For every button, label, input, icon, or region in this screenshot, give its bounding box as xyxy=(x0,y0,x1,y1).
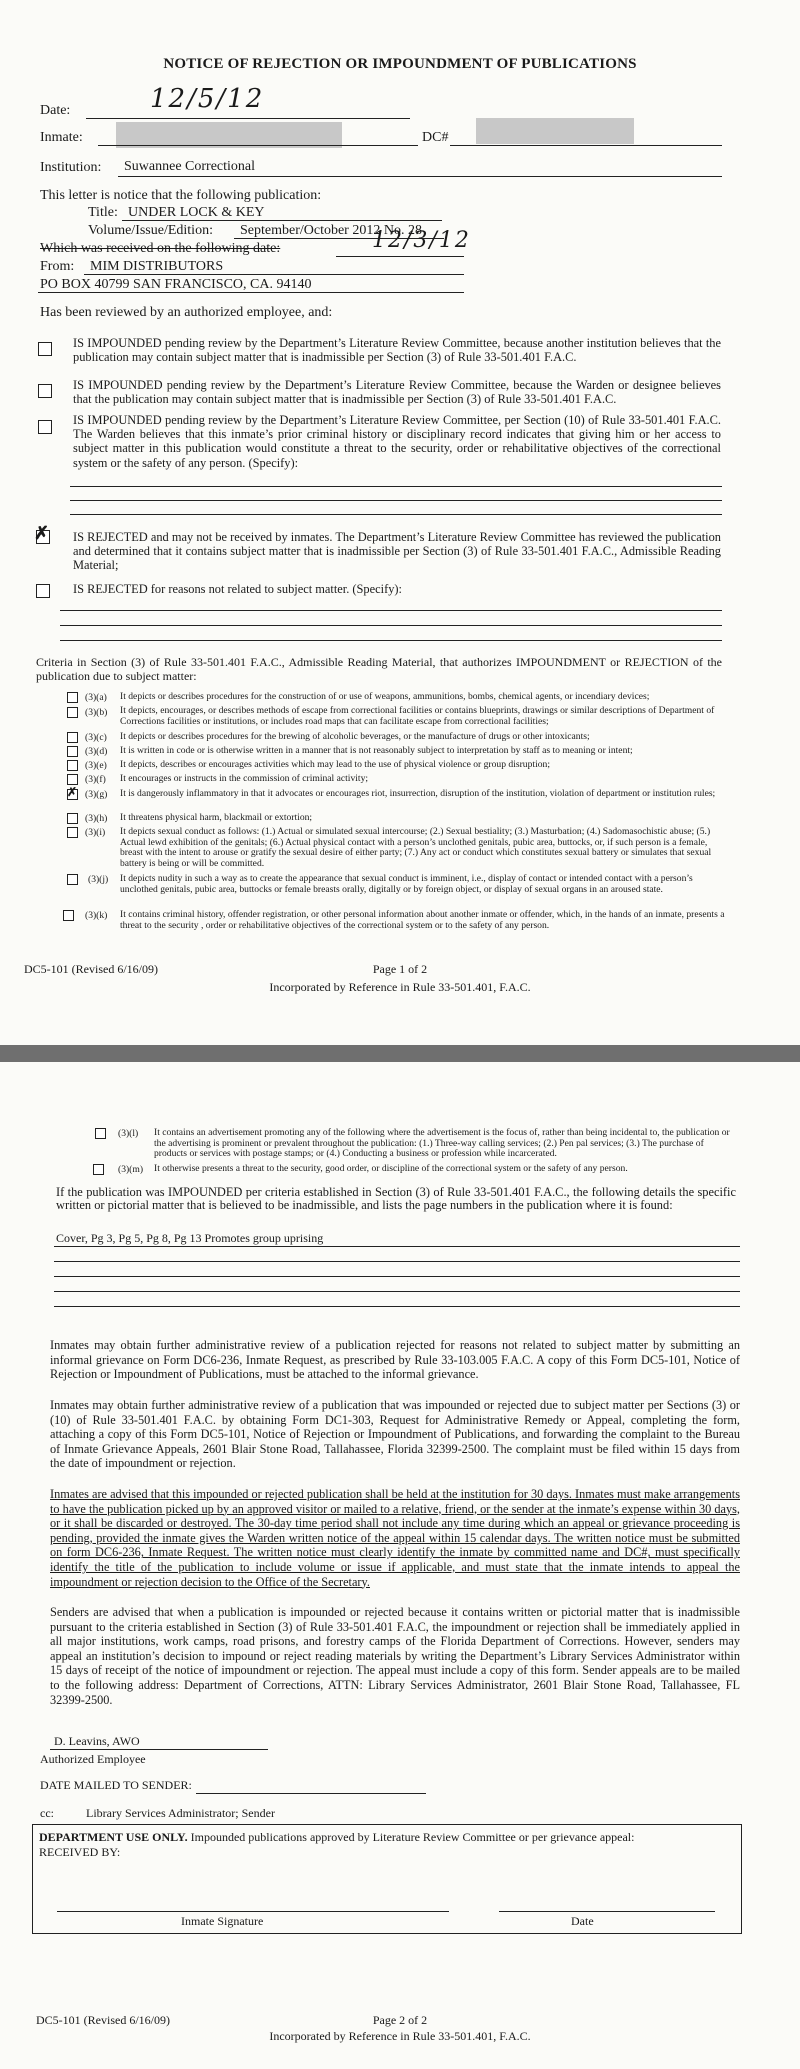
received-by-label: RECEIVED BY: xyxy=(39,1845,121,1859)
criteria-3f-checkbox[interactable] xyxy=(67,774,78,785)
criteria-code: (3)(l) xyxy=(118,1128,139,1139)
dc-line xyxy=(450,145,722,146)
date-handwritten: 12/5/12 xyxy=(150,84,265,114)
criteria-code: (3)(e) xyxy=(85,760,107,771)
form-id: DC5-101 (Revised 6/16/09) xyxy=(24,962,158,976)
option-impounded-warden-text: IS IMPOUNDED pending review by the Department’s Literature Review Committee, because the Warden or designee believes that the publication may contain subject matter that is inadmissible per Section (3) of Rule 33-501.401 F.A.C. xyxy=(73,378,721,407)
criteria-3l-checkbox[interactable] xyxy=(95,1128,106,1139)
incorporated-by-reference: Incorporated by Reference in Rule 33-501.401, F.A.C. xyxy=(269,980,531,994)
criteria-3d-checkbox[interactable] xyxy=(67,746,78,757)
criteria-3h-checkbox[interactable] xyxy=(67,813,78,824)
criteria-text: It is dangerously inflammatory in that it advocates or encourages riot, insurrection, disruption of the institution, violation of department or institution rules; xyxy=(120,788,716,799)
specify-line xyxy=(60,625,722,626)
inmate-line xyxy=(98,145,418,146)
specify-line xyxy=(70,500,722,501)
department-use-heading xyxy=(39,1830,634,1845)
criteria-code: (3)(a) xyxy=(85,692,107,703)
incorporated-by-reference: Incorporated by Reference in Rule 33-501.401, F.A.C. xyxy=(269,2029,531,2043)
option-impounded-other-institution-checkbox[interactable] xyxy=(38,342,52,356)
from-line xyxy=(84,274,464,275)
criteria-code: (3)(j) xyxy=(88,874,109,885)
department-use-bold: DEPARTMENT USE ONLY. xyxy=(39,1830,188,1844)
found-pages-value: Cover, Pg 3, Pg 5, Pg 8, Pg 13 Promotes group uprising xyxy=(56,1231,324,1245)
from-label: From: xyxy=(40,259,75,274)
authorized-employee-label: Authorized Employee xyxy=(40,1752,146,1766)
option-rejected-subject-matter-checkbox[interactable] xyxy=(34,523,50,544)
pub-title-line xyxy=(122,220,442,221)
option-rejected-other-text: IS REJECTED for reasons not related to subject matter. (Specify): xyxy=(73,582,402,596)
from-value: MIM DISTRIBUTORS xyxy=(90,259,224,274)
page-2 xyxy=(0,1062,800,2069)
option-rejected-subject-matter-text: IS REJECTED and may not be received by inmates. The Department’s Literature Review Committee has reviewed the publication and determined that it contains subject matter that is inadmissible per Section (3) of Rule 33-501.401 F.A.C., Admissible Reading Material; xyxy=(73,530,721,573)
holding-period-paragraph: Inmates are advised that this impounded or rejected publication shall be held at the institution for 30 days. Inmates must make arrangements to have the publication picked up by an approved visitor or mailed to a relative, friend, or the sender at the inmate’s expense within 30 days, or it shall be discarded or destroyed. The 30-day time period shall not include any time during which an appeal or grievance proceeding is pending, provided the inmate gives the Warden written notice of the appeal within 15 calendar days. The written notice must be submitted on form DC6-236, Inmate Request. The written notice must clearly identify the inmate by committed name and DC#, must specifically identify the title of the publication to include volume or issue if applicable, and must state that the inmate intends to appeal the impoundment or rejection decision to the Office of the Secretary. xyxy=(50,1487,740,1589)
criteria-3k-checkbox[interactable] xyxy=(63,910,74,921)
inmate-label: Inmate: xyxy=(40,130,83,145)
specify-line xyxy=(70,514,722,515)
criteria-code: (3)(h) xyxy=(85,813,108,824)
received-date-handwritten: 12/3/12 xyxy=(372,228,471,253)
cc-value: Library Services Administrator; Sender xyxy=(86,1806,275,1820)
date-mailed-line xyxy=(196,1793,426,1794)
criteria-text: It depicts sexual conduct as follows: (1.) Actual or simulated sexual intercourse; (2.) Sexual bestiality; (3.) Masturbation; (4.) Sadomasochistic abuse; (5.) Actual lewd exhibition of the genitals; (6.) Actual physical contact with a person’s unclothed genitals, pubic area, buttocks, or, if such person is a female, breast with the intent to arouse or gratify the sexual desire of either party; (7.) Any act or conduct which constitutes sexual battery or simulates that sexual battery is being or will be committed. xyxy=(120,826,712,869)
volume-label: Volume/Issue/Edition: xyxy=(88,223,213,238)
notice-intro: This letter is notice that the following publication: xyxy=(40,188,322,203)
inmate-signature-label: Inmate Signature xyxy=(181,1914,264,1928)
department-use-box xyxy=(32,1824,742,1934)
criteria-text: It depicts or describes procedures for the brewing of alcoholic beverages, or the manufacture of drugs or other intoxicants; xyxy=(120,731,590,742)
institution-value: Suwannee Correctional xyxy=(124,159,256,174)
date-label: Date: xyxy=(40,103,71,118)
department-use-text: Impounded publications approved by Literature Review Committee or per grievance appeal: xyxy=(187,1830,635,1844)
found-line xyxy=(54,1276,740,1277)
impounded-details-intro: If the publication was IMPOUNDED per criteria established in Section (3) of Rule 33-501.401 F.A.C., the following details the specific written or pictorial matter that is believed to be inadmissible, and lists the page numbers in the publication where it is found: xyxy=(56,1185,736,1213)
volume-value: September/October 2012 No. 28 xyxy=(240,223,422,238)
criteria-3e-checkbox[interactable] xyxy=(67,760,78,771)
received-date-label: Which was received on the following date: xyxy=(40,241,281,256)
institution-label: Institution: xyxy=(40,160,102,175)
page-number: Page 2 of 2 xyxy=(372,2013,428,2027)
found-line xyxy=(54,1291,740,1292)
reviewed-statement: Has been reviewed by an authorized employee, and: xyxy=(40,305,333,320)
criteria-text: It contains an advertisement promoting any of the following where the advertisement is the focus of, rather than being incidental to, the publication or the advertising is prominent or prevalent throughout the publication: (1.) Three-way calling services; (2.) Pen pal services; (3.) The purchase of products or services with postage stamps; or (4.) Conducting a business or profession while incarcerated. xyxy=(154,1127,730,1160)
specify-line xyxy=(60,640,722,641)
address-line xyxy=(38,292,464,293)
pub-title-value: UNDER LOCK & KEY xyxy=(128,205,265,220)
criteria-code: (3)(b) xyxy=(85,707,108,718)
found-line xyxy=(54,1261,740,1262)
criteria-text: It threatens physical harm, blackmail or extortion; xyxy=(120,812,313,823)
criteria-3m-checkbox[interactable] xyxy=(93,1164,104,1175)
criteria-3c-checkbox[interactable] xyxy=(67,732,78,743)
cc-label: cc: xyxy=(40,1806,54,1820)
criteria-code: (3)(f) xyxy=(85,774,106,785)
criteria-intro: Criteria in Section (3) of Rule 33-501.401 F.A.C., Admissible Reading Material, that authorizes IMPOUNDMENT or REJECTION of the publication due to subject matter: xyxy=(36,655,722,683)
option-impounded-warden-checkbox[interactable] xyxy=(38,384,52,398)
option-impounded-section10-text: IS IMPOUNDED pending review by the Department’s Literature Review Committee, per Section (10) of Rule 33-501.401 F.A.C. The Warden believes that this inmate’s prior criminal history or disciplinary record indicates that giving him or her access to subject matter in this publication would constitute a threat to the security, order or rehabilitative objectives of the correctional system or the safety of any person. (Specify): xyxy=(73,413,721,470)
criteria-3j-checkbox[interactable] xyxy=(67,874,78,885)
form-id: DC5-101 (Revised 6/16/09) xyxy=(36,2013,170,2027)
criteria-text: It depicts, describes or encourages activities which may lead to the use of physical violence or group disruption; xyxy=(120,759,550,770)
institution-line xyxy=(118,176,722,177)
criteria-code: (3)(k) xyxy=(85,910,108,921)
signature-date-line xyxy=(499,1911,715,1912)
found-line xyxy=(54,1306,740,1307)
criteria-3b-checkbox[interactable] xyxy=(67,707,78,718)
page-number: Page 1 of 2 xyxy=(372,962,428,976)
dc-number-redacted xyxy=(476,118,634,144)
signature-line xyxy=(50,1749,268,1750)
criteria-code: (3)(g) xyxy=(85,789,108,800)
date-line xyxy=(86,118,410,119)
dc-number-label: DC# xyxy=(422,130,449,145)
criteria-text: It encourages or instructs in the commission of criminal activity; xyxy=(120,773,369,784)
inmate-signature-line xyxy=(57,1911,449,1912)
specify-line xyxy=(60,610,722,611)
page-title: NOTICE OF REJECTION OR IMPOUNDMENT OF PUBLICATIONS xyxy=(163,56,637,72)
x-check-mark: ✗ xyxy=(67,785,78,799)
specify-line xyxy=(70,486,722,487)
criteria-text: It depicts, encourages, or describes methods of escape from correctional facilities or contains blueprints, drawings or similar descriptions of Department of Corrections facilities or institutions, or includes road maps that can facilitate escape from correctional facilities; xyxy=(120,705,715,727)
criteria-text: It is written in code or is otherwise written in a manner that is not reasonably subject to interpretation by staff as to meaning or intent; xyxy=(120,745,633,756)
received-date-line xyxy=(336,256,464,257)
administrative-remedy-paragraph: Inmates may obtain further administrative review of a publication that was impounded or rejected due to subject matter per Sections (3) or (10) of Rule 33-501.401 F.A.C. by obtaining Form DC1-303, Request for Administrative Remedy or Appeal, completing the form, attaching a copy of this Form DC5-101, Notice of Rejection or Impoundment of Publications, and forwarding the complaint to the Bureau of Inmate Grievance Appeals, 2601 Blair Stone Road, Tallahassee, Florida 32399-2500. The complaint must be filed within 15 days from the date of impoundment or rejection. xyxy=(50,1398,740,1471)
criteria-text: It depicts nudity in such a way as to create the appearance that sexual conduct is imminent, i.e., display of contact or intended contact with a person’s unclothed genitals, pubic area, buttocks or female breasts orally, digitally or by foreign object, or display of sexual organs in an aroused state. xyxy=(120,873,693,895)
criteria-3i-checkbox[interactable] xyxy=(67,827,78,838)
criteria-text: It contains criminal history, offender registration, or other personal information about another inmate or offender, which, in the hands of an inmate, presents a threat to the security , order or rehabilitative objectives of the correctional system or to the safety of any person. xyxy=(120,909,725,931)
criteria-3a-checkbox[interactable] xyxy=(67,692,78,703)
criteria-code: (3)(i) xyxy=(85,827,106,838)
pub-title-label: Title: xyxy=(88,205,118,220)
option-rejected-other-checkbox[interactable] xyxy=(36,584,50,598)
signature-date-label: Date xyxy=(571,1914,594,1928)
x-check-mark: ✗ xyxy=(34,523,50,543)
found-line xyxy=(54,1246,740,1247)
criteria-code: (3)(m) xyxy=(118,1164,144,1175)
sender-appeal-paragraph: Senders are advised that when a publication is impounded or rejected because it contains written or pictorial matter that is inadmissible pursuant to the criteria established in Section (3) of Rule 33-501.401 F.A.C, the impoundment or rejection shall be immediately applied in all major institutions, work camps, road prisons, and forestry camps of the Florida Department of Corrections. However, senders may appeal an institution’s decision to impound or reject reading materials by writing the Department’s Library Services Administrator within 15 days of receipt of the notice of impoundment or rejection. The appeal must include a copy of this form. Sender appeals are to be mailed to the following address: Department of Corrections, ATTN: Library Services Administrator, 2601 Blair Stone Road, Tallahassee, FL 32399-2500. xyxy=(50,1605,740,1707)
option-impounded-section10-checkbox[interactable] xyxy=(38,420,52,434)
authorized-employee-name: D. Leavins, AWO xyxy=(54,1734,140,1748)
informal-grievance-paragraph: Inmates may obtain further administrative review of a publication rejected for reasons not related to subject matter by submitting an informal grievance on Form DC6-236, Inmate Request, as prescribed by Rule 33-103.005 F.A.C. A copy of this Form DC5-101, Notice of Rejection or Impoundment of Publications, must be attached to the informal grievance. xyxy=(50,1338,740,1382)
sender-address: PO BOX 40799 SAN FRANCISCO, CA. 94140 xyxy=(40,277,312,292)
criteria-3g-checkbox[interactable] xyxy=(67,785,78,800)
criteria-code: (3)(d) xyxy=(85,746,108,757)
option-impounded-other-institution-text: IS IMPOUNDED pending review by the Department’s Literature Review Committee, because another institution believes that the publication may contain subject matter that is inadmissible per Section (3) of Rule 33-501.401 F.A.C. xyxy=(73,336,721,365)
criteria-text: It otherwise presents a threat to the security, good order, or discipline of the correctional system or the safety of any person. xyxy=(154,1163,628,1174)
criteria-code: (3)(c) xyxy=(85,732,107,743)
date-mailed-label: DATE MAILED TO SENDER: xyxy=(40,1778,192,1792)
criteria-text: It depicts or describes procedures for the construction of or use of weapons, ammunitions, bombs, chemical agents, or incendiary devices; xyxy=(120,691,650,702)
